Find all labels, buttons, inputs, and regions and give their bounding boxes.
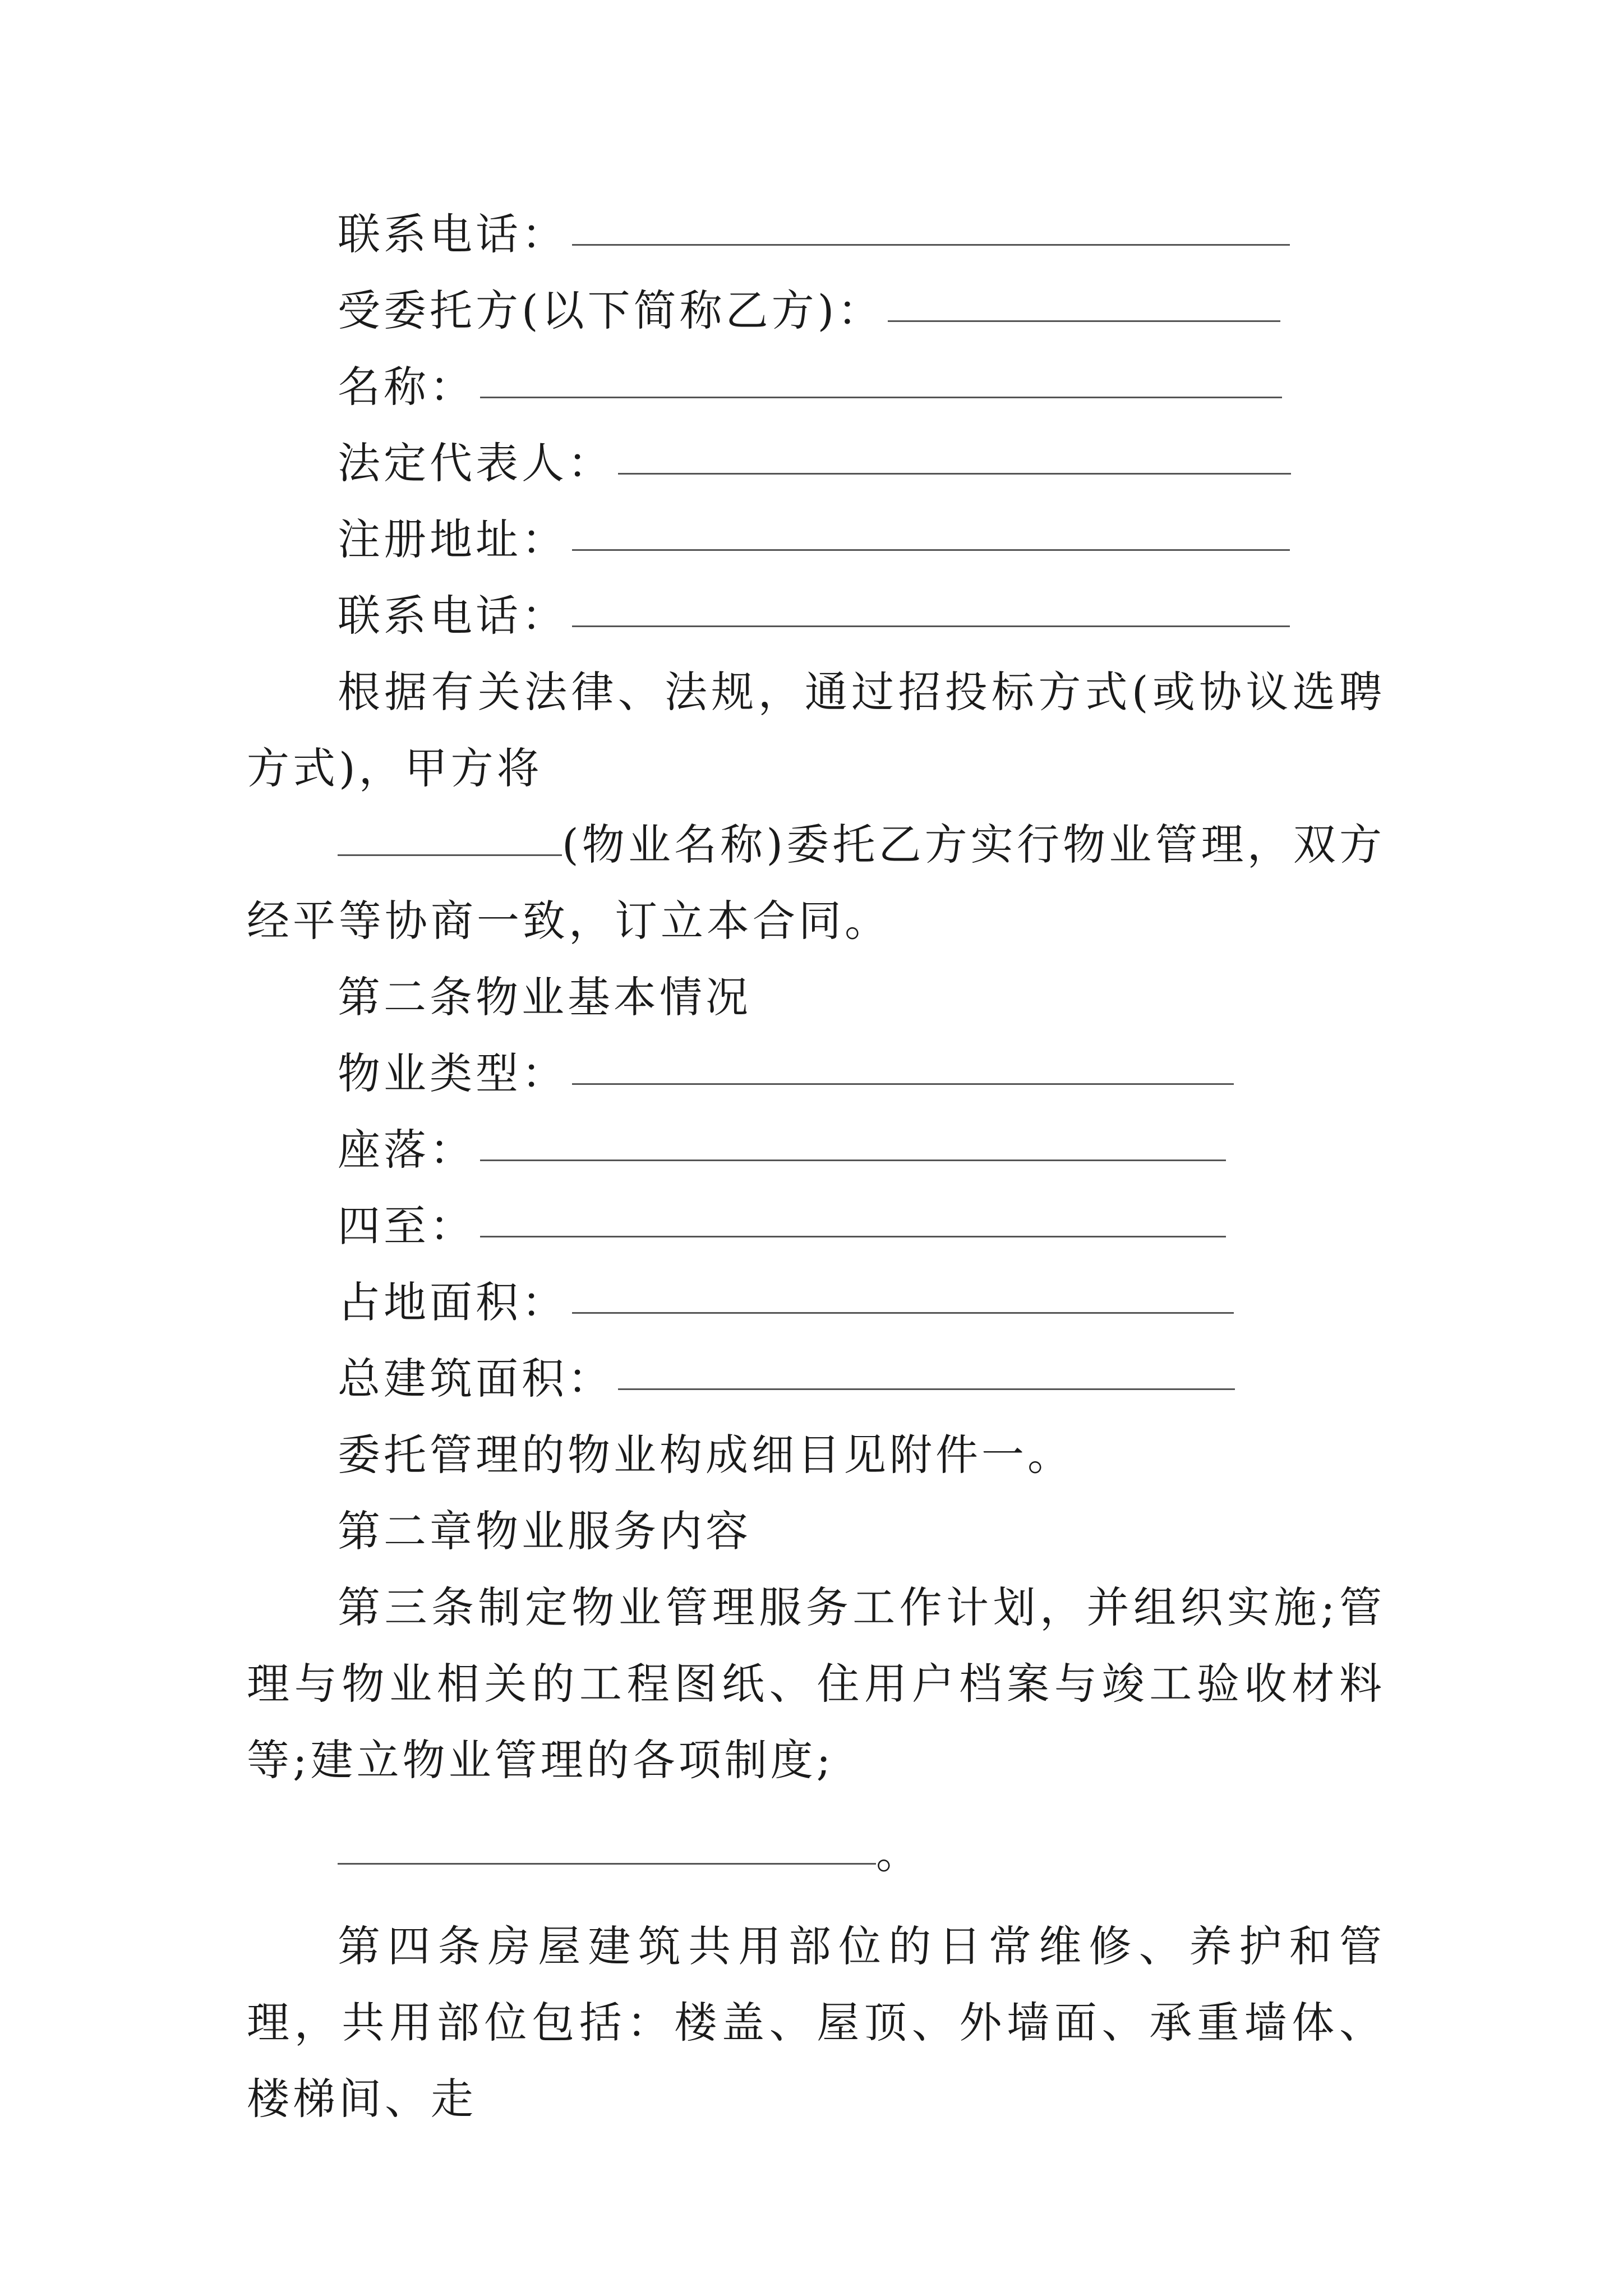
- article-2-title: 第二条物业基本情况: [338, 972, 751, 1022]
- party-b-heading-row: [247, 273, 1385, 349]
- boundary-blank[interactable]: [480, 1236, 1226, 1237]
- party-b-rep-label: 法定代表人：: [338, 438, 614, 488]
- party-b-rep-row: [247, 425, 1385, 501]
- property-type-blank[interactable]: [572, 1083, 1234, 1085]
- preamble-paragraph-1: 根据有关法律、法规，通过招投标方式(或协议选聘方式)，甲方将: [247, 667, 1385, 793]
- article-2-note: 委托管理的物业构成细目见附件一。: [338, 1430, 1073, 1480]
- article-3-paragraph: 第三条制定物业管理服务工作计划，并组织实施;管理与物业相关的工程图纸、住用户档案与竣工验收材料等;建立物业管理的各项制度;: [247, 1582, 1385, 1785]
- party-b-address-row: [247, 501, 1385, 578]
- boundary-label: 四至：: [338, 1201, 476, 1251]
- spacer: [247, 1798, 1385, 1815]
- land-area-blank[interactable]: [572, 1312, 1234, 1314]
- party-b-rep-blank[interactable]: [618, 473, 1291, 475]
- preamble-text-2: (物业名称)委托乙方实行物业管理，双方经平等协商一致，订立本合同。: [247, 820, 1385, 946]
- article-3-blank[interactable]: [338, 1863, 876, 1865]
- building-area-label: 总建筑面积：: [338, 1354, 614, 1404]
- building-area-blank[interactable]: [618, 1388, 1235, 1390]
- contract-body: [247, 196, 1385, 2137]
- building-area-row: [247, 1341, 1385, 1417]
- chapter-2-title: 第二章物业服务内容: [338, 1506, 751, 1556]
- property-type-label: 物业类型：: [338, 1048, 568, 1098]
- party-a-phone-label: 联系电话：: [338, 209, 568, 259]
- party-b-name-blank[interactable]: [480, 397, 1282, 398]
- location-label: 座落：: [338, 1125, 476, 1175]
- party-b-address-label: 注册地址：: [338, 514, 568, 564]
- party-a-phone-blank[interactable]: [572, 244, 1290, 246]
- article-4-paragraph: 第四条房屋建筑共用部位的日常维修、养护和管理，共用部位包括：楼盖、屋顶、外墙面、承重墙体、楼梯间、走: [247, 1921, 1385, 2124]
- preamble-paragraph-2: [247, 807, 1385, 959]
- party-b-phone-blank[interactable]: [572, 625, 1290, 627]
- spacer: [247, 1892, 1385, 1908]
- location-row: [247, 1112, 1385, 1188]
- party-b-heading: 受委托方(以下简称乙方)：: [338, 286, 884, 335]
- party-b-name-row: [247, 349, 1385, 425]
- article-3-end-mark: 。: [876, 1828, 922, 1878]
- land-area-row: [247, 1264, 1385, 1341]
- party-b-name-label: 名称：: [338, 362, 476, 412]
- location-blank[interactable]: [480, 1159, 1226, 1161]
- land-area-label: 占地面积：: [338, 1277, 568, 1327]
- party-b-phone-label: 联系电话：: [338, 591, 568, 641]
- party-b-blank[interactable]: [888, 320, 1280, 322]
- party-a-phone-row: [247, 196, 1385, 273]
- article-3-blank-row: [247, 1815, 1385, 1892]
- property-type-row: [247, 1036, 1385, 1112]
- property-name-blank[interactable]: [338, 854, 562, 856]
- party-b-address-blank[interactable]: [572, 549, 1290, 551]
- party-b-phone-row: [247, 578, 1385, 654]
- boundary-row: [247, 1188, 1385, 1264]
